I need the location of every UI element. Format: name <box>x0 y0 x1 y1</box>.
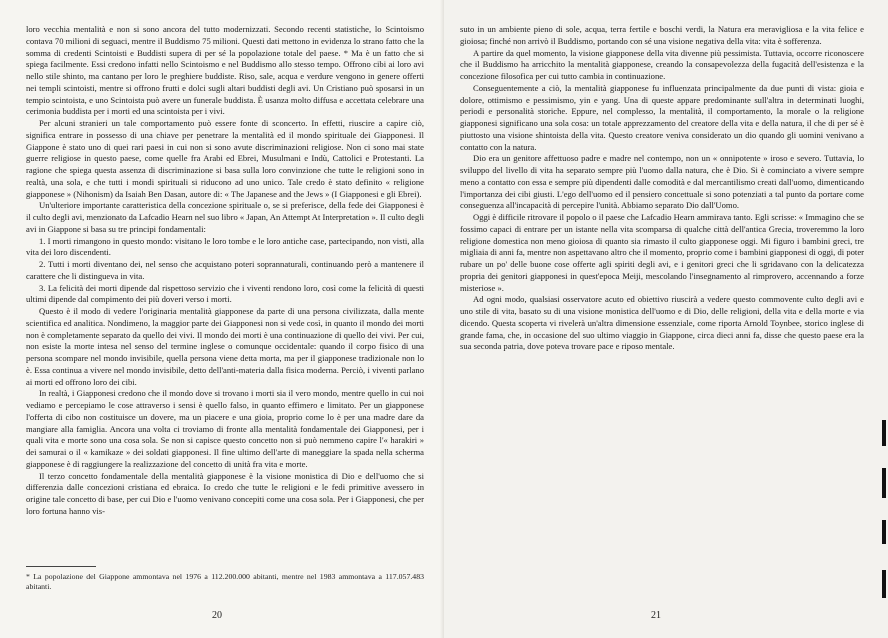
right-text-column <box>460 24 864 353</box>
footnote-rule <box>26 566 96 567</box>
left-text-column <box>26 24 424 518</box>
paragraph: suto in un ambiente pieno di sole, acqua, terra fertile e boschi verdi, la Natura era meravigliosa e la vita felice e gioiosa; finché non arrivò il Buddismo, portando con sé una visione negativa della vita: vita è sofferenza. <box>460 24 864 46</box>
paragraph: loro vecchia mentalità e non si sono ancora del tutto modernizzati. Secondo recenti statistiche, lo Scintoismo contava 70 milioni di seguaci, mentre il Buddismo 75 milioni. Questi dati mettono in evidenza lo strano fatto che la somma di credenti Scintoisti e Buddisti supera di per sé la popolazione totale del paese. * Ma è un fatto che si spiega facilmente. Essi credono infatti nello Scintoismo e nel Buddismo allo stesso tempo. Offrono cibi ai loro avi nello stile shinto, ma cantano per loro le preghiere buddiste. Riso, sale, acqua e verdure vengono in genere offerti nei templi scintoisti, mentre si offrono frutti e dolci sugli altari buddisti degli avi. Un Cristiano può sposarsi in un tempio scintoista, e uno Scintoista può avere un funerale buddista. È usanza molto diffusa e accettata celebrare una cerimonia buddista per i morti ed una scintoista per i vivi. <box>26 24 424 117</box>
footnote: * La popolazione del Giappone ammontava nel 1976 a 112.200.000 abitanti, mentre nel 1983 ammontava a 117.057.483 abitanti. <box>26 572 424 591</box>
page-number: 21 <box>651 610 661 621</box>
paragraph: Oggi è difficile ritrovare il popolo o il paese che Lafcadio Hearn ammirava tanto. Egli scrisse: « Immagino che se fossimo capaci di entrare per un istante nella vita scomparsa di qualche città dell'antica Grecia, troveremmo la loro religione domestica non meno gioiosa di quanto sia rimasto il culto giapponese oggi. Mi figuro i bambini greci, tre migliaia di anni fa, mentre non aspettavano altro che il momento, proprio come i bambini giapponesi di oggi, di poter rubare un po' delle buone cose offerte agli spiriti degli avi, e i genitori greci che li sgridavano con la delicatezza propria dei genitori giapponesi in quest'epoca Meiji, mescolando l'insegnamento al rimprovero, accennando a forze misteriose ». <box>460 212 864 293</box>
paragraph: 1. I morti rimangono in questo mondo: visitano le loro tombe e le loro antiche case, partecipando, non visti, alla vita dei loro discendenti. <box>26 235 424 258</box>
paragraph: 3. La felicità dei morti dipende dal rispettoso servizio che i viventi rendono loro, così come la felicità di questi ultimi dipende dal compimento dei più doveri verso i morti. <box>26 282 424 305</box>
paragraph: Ad ogni modo, qualsiasi osservatore acuto ed obiettivo riuscirà a vedere questo commovente culto degli avi e uno stile di vita, basato su di una visione monistica dell'uomo e di Dio, delle religioni, della vita e della morte e via dicendo. Questa scoperta vi rivelerà un'altra dimensione essenziale, come riporta Arnold Toynbee, storico inglese di grande fama, che, in occasione del suo ultimo viaggio in Giappone, circa dieci anni fa, disse che questo paese era la sua seconda patria, dove poteva trovare pace e riposo mentale. <box>460 294 864 352</box>
paragraph: In realtà, i Giapponesi credono che il mondo dove si trovano i morti sia il vero mondo, mentre quello in cui noi vediamo e percepiamo le cose attraverso i sensi è quello falso, in quanto effimero e limitato. Per un giapponese l'offerta di cibo non costituisce un dovere, ma un piacere e una gioia, proprio come lo è per una madre dare da mangiare alla famiglia. Ancora una volta ci troviamo di fronte alla mentalità fondamentale dei Giapponesi, per i quali vita e morte sono una cosa sola. Se non si capisce questo concetto non si può nemmeno capire l'« harakiri » dei samurai o il « kamikaze » dei soldati giapponesi. Il fine ultimo dell'arte di maneggiare la spada nella scherma giapponese è di raggiungere la realizzazione del concetto di unità fra vita e morte. <box>26 388 424 469</box>
paragraph: Questo è il modo di vedere l'originaria mentalità giapponese da parte di una persona civilizzata, dalla mente scientifica ed analitica. Nondimeno, la maggior parte dei Giapponesi non si vede così, in quanto il mondo dei morti non è completamente separato da quello dei vivi. Il mondo dei morti è una continuazione di quello dei vivi. Per cui, non esiste la morte intesa nel senso del termine inglese o comunque occidentale: quando il corpo fisico di una persona scompare nel mondo invisibile, quella persona viene detta morta, ma per il giapponese tradizionale non lo è. Essa continua a vivere nel mondo invisibile, detto dell'anti-materia dalla fisica moderna. Perciò, i viventi parlano ai morti ed offrono loro dei cibi. <box>26 306 424 387</box>
page-number: 20 <box>212 610 222 621</box>
paragraph: A partire da quel momento, la visione giapponese della vita divenne più pessimista. Tuttavia, occorre riconoscere che il Buddismo ha arricchito la mentalità giapponese, creando la consapevolezza della fugacità dell'esistenza e la concezione filosofica per cui tutto cambia in continuazione. <box>460 47 864 81</box>
scan-edge-marks <box>880 420 886 630</box>
paragraph: Il terzo concetto fondamentale della mentalità giapponese è la visione monistica di Dio e dell'uomo che si differenzia dalle concezioni cristiana ed ebraica. Io credo che tutte le religioni e le fedi primitive avessero in origine tale concetto di base, per cui Dio e l'uomo venivano concepiti come una cosa sola. Per i Giapponesi, che per loro fortuna hanno vis- <box>26 470 424 516</box>
right-page <box>444 0 888 638</box>
paragraph: Conseguentemente a ciò, la mentalità giapponese fu influenzata principalmente da due punti di vista: gioia e dolore, ottimismo e pessimismo, yin e yang. Una di queste appare predominante sull'altra in determinati luoghi, periodi e personalità storiche. Eppure, nel complesso, la mentalità, il comportamento, la morale o la religione giapponesi significano una sola cosa: un totale apprezzamento del creatore della vita e della natura, il che di per sé è piuttosto una visione shintoista della vita. Questo creatore veniva considerato un dio quando gli uomini venivano a contatto con la natura. <box>460 82 864 152</box>
paragraph: Un'ulteriore importante caratteristica della concezione spirituale o, se si preferisce, della fede dei Giapponesi è il culto degli avi, menzionato da Lafcadio Hearn nel suo libro « Japan, An Attempt At Interpretation ». Il culto degli avi in Giappone si basa su tre principi fondamentali: <box>26 200 424 234</box>
paragraph: 2. Tutti i morti diventano dei, nel senso che acquistano poteri soprannaturali, continuando però a mantenere il carattere che li distingueva in vita. <box>26 259 424 281</box>
paragraph: Per alcuni stranieri un tale comportamento può essere fonte di sconcerto. In effetti, riuscire a capire ciò, significa entrare in possesso di una chiave per penetrare la mentalità ed il mondo spirituale dei Giapponesi. Il Giappone è stato uno di quei rari paesi in cui non si sono avute discriminazioni religiose. Non ci sono mai state guerre religiose in questo paese, come quelle fra Arabi ed Ebrei, Musulmani e Indù, Cattolici e Protestanti. La ragione che spiega questa assenza di discriminazione si basa sulla loro convinzione che tutte le religioni sono in realtà, una sola, e che tutti i mondi spirituali si riducono ad uno unico. Tale credo è stato definito « religione giapponese » (Nihonism) da Isaiah Ben Dasan, autore di: « The Japanese and the Jews » (I Giapponesi e gli Ebrei). <box>26 118 424 199</box>
paragraph: Dio era un genitore affettuoso padre e madre nel contempo, non un « onnipotente » iroso e severo. Tuttavia, lo sviluppo del livello di vita ha separato sempre più l'uomo dalla natura, che è Dio. Si è cominciato a vivere sempre meno a contatto con essa e sempre più dipendenti dalle comodità e dal mercantilismo creati dall'uomo, dimenticando l'importanza dei cibi giusti. L'ego dell'uomo ed il pensiero concettuale si sono potenziati a tal punto da portare come conseguenza all'incapacità di percepire l'unità. Abbiamo separato Dio dall'Uomo. <box>460 153 864 211</box>
